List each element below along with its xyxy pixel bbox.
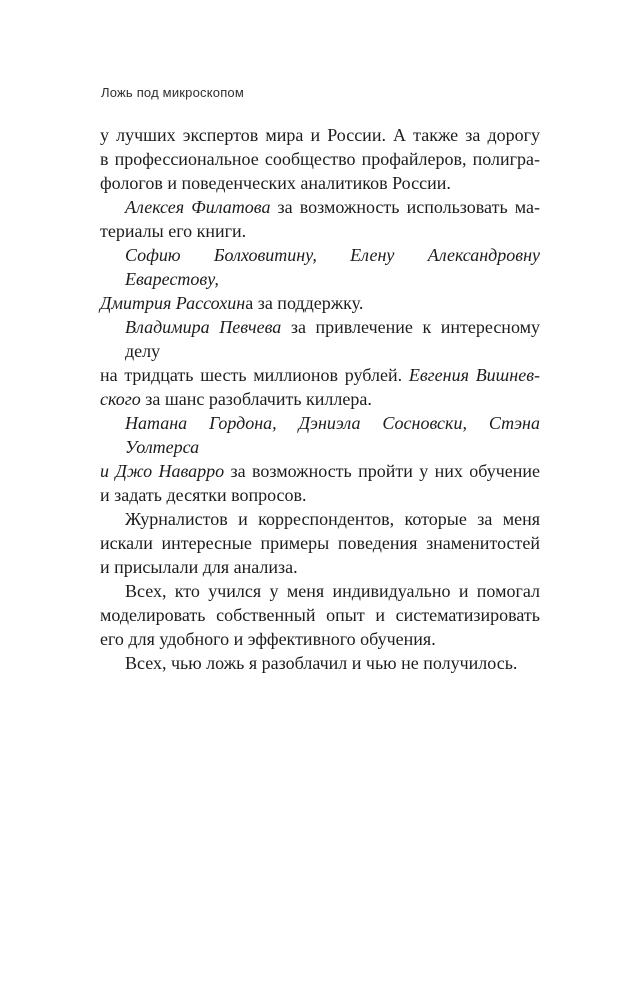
text-line [100, 147, 540, 171]
text-segment-italic: Алексея Филатова [125, 197, 271, 217]
text-segment: его для удобного и эффективного обучения. [100, 629, 436, 649]
text-segment: за привлечение к интересному делу [125, 317, 540, 361]
text-segment-italic: Натана Гордона, Дэниэла Сосновски, Стэна Уолтерса [125, 413, 540, 457]
text-line [100, 123, 540, 147]
paragraph [100, 507, 540, 579]
text-line [100, 531, 540, 555]
paragraph [100, 243, 540, 315]
text-segment-italic: Владимира Певчева [125, 317, 282, 337]
text-segment: Журналистов и корреспондентов, которые за меня [125, 509, 540, 529]
text-line [100, 411, 540, 459]
text-segment: за шанс разоблачить киллера. [140, 389, 372, 409]
text-line [100, 507, 540, 531]
text-line [100, 603, 540, 627]
text-segment: искали интересные примеры поведения знаменитостей [100, 533, 540, 553]
paragraph [100, 123, 540, 195]
text-segment: в профессиональное сообщество профайлеров, полигра- [100, 149, 540, 169]
text-line [100, 555, 540, 579]
text-segment-italic: Софию Болховитину, Елену Александровну Еварестову, [125, 245, 540, 289]
paragraph [100, 195, 540, 243]
text-line [100, 171, 540, 195]
text-line [100, 387, 540, 411]
text-line [100, 291, 540, 315]
text-segment: а за поддержку. [245, 293, 364, 313]
text-segment: на тридцать шесть миллионов рублей. [100, 365, 409, 385]
text-segment: и задать десятки вопросов. [100, 485, 307, 505]
text-block [100, 123, 540, 675]
text-line [100, 651, 540, 675]
text-segment: у лучших экспертов мира и России. А также за дорогу [100, 125, 540, 145]
text-line [100, 195, 540, 219]
text-segment: за возможность пройти у них обучение [224, 461, 541, 481]
paragraph [100, 651, 540, 675]
text-line [100, 363, 540, 387]
text-line [100, 315, 540, 363]
text-line [100, 627, 540, 651]
text-line [100, 219, 540, 243]
text-segment: Всех, кто учился у меня индивидуально и помогал [125, 581, 540, 601]
running-header: Ложь под микроскопом [101, 85, 244, 100]
text-line [100, 483, 540, 507]
text-segment: моделировать собственный опыт и систематизировать [100, 605, 540, 625]
text-segment-italic: ского [100, 389, 141, 409]
text-segment: и присылали для анализа. [100, 557, 298, 577]
text-line [100, 459, 540, 483]
text-segment: фологов и поведенческих аналитиков России. [100, 173, 451, 193]
paragraph [100, 315, 540, 411]
text-segment-italic: Дмитрия Рассохин [100, 293, 246, 313]
text-segment: териалы его книги. [100, 221, 247, 241]
text-segment-italic: и Джо Наварро [100, 461, 225, 481]
text-segment: за возможность использовать ма- [270, 197, 540, 217]
text-line [100, 579, 540, 603]
text-line [100, 243, 540, 291]
text-segment-italic: Евгения Вишнев- [408, 365, 540, 385]
paragraph [100, 579, 540, 651]
text-segment: Всех, чью ложь я разоблачил и чью не получилось. [125, 653, 518, 673]
paragraph [100, 411, 540, 507]
